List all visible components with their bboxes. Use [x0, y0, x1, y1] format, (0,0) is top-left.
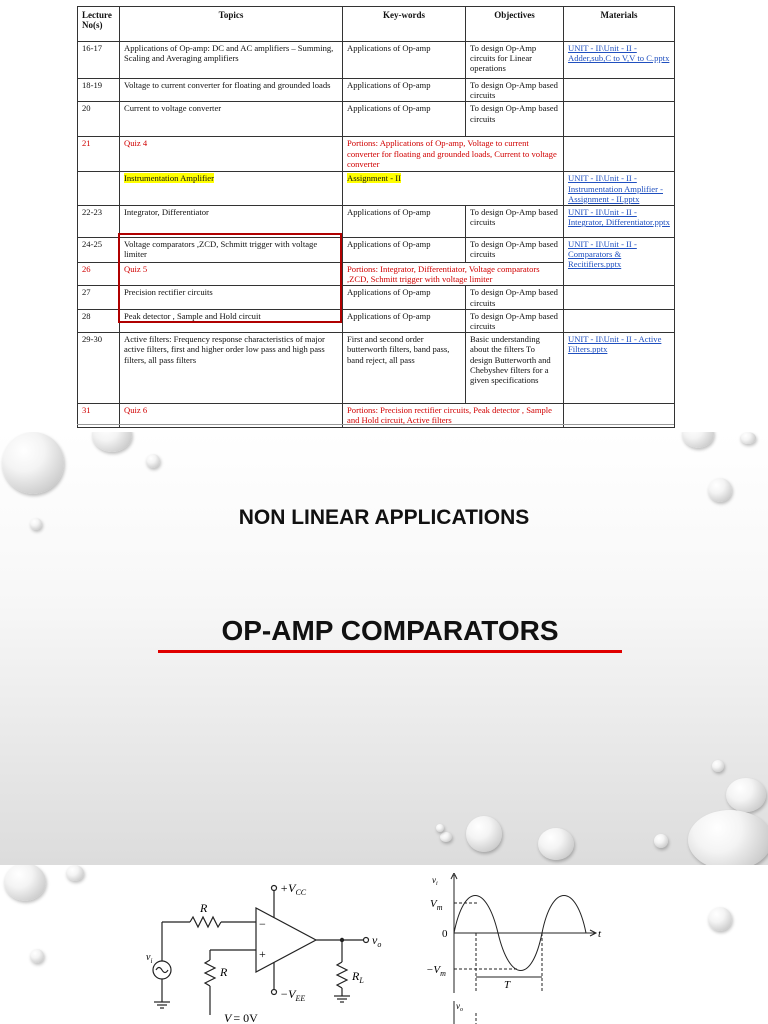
water-drop-decoration — [436, 824, 444, 832]
objective-cell: To design Op-Amp based circuits — [466, 309, 564, 332]
water-drop-decoration — [4, 865, 46, 901]
objective-cell: To design Op-Amp based circuits — [466, 206, 564, 238]
topic-cell: Precision rectifier circuits — [120, 286, 343, 309]
table-row — [78, 42, 675, 79]
svg-text:vi — [432, 875, 438, 887]
keyword-cell: Portions: Integrator, Differentiator, Voltage comparators ,ZCD, Schmitt trigger with voltage limiter — [343, 263, 564, 286]
keyword-cell: Applications of Op-amp — [343, 286, 466, 309]
keyword-cell: Applications of Op-amp — [343, 309, 466, 332]
neg-vm-subscript: m — [440, 969, 446, 978]
neg-vm-label: −V — [426, 964, 441, 976]
section-heading: NON LINEAR APPLICATIONS — [238, 506, 530, 529]
header-keywords: Key-words — [343, 7, 466, 42]
diagram-slide — [0, 865, 768, 1024]
objective-cell: To design Op-Amp based circuits — [466, 238, 564, 263]
table-row — [78, 102, 675, 137]
lecture-number — [78, 172, 120, 206]
keyword-cell: Applications of Op-amp — [343, 102, 466, 137]
lecture-number: 26 — [78, 263, 120, 286]
vee-subscript: EE — [295, 994, 306, 1003]
keyword-cell: First and second order butterworth filters, band pass, band reject, all pass — [343, 333, 466, 404]
keyword-cell: Applications of Op-amp — [343, 79, 466, 102]
comparator-circuit-diagram — [146, 880, 398, 1024]
topic-cell: Applications of Op-amp: DC and AC amplifiers – Summing, Scaling and Averaging amplifiers — [120, 42, 343, 79]
header-lecture: Lecture No(s) — [78, 7, 120, 42]
vm-subscript: m — [436, 903, 443, 912]
water-drop-decoration — [66, 865, 84, 881]
vo-subscript: o — [377, 940, 382, 949]
vee-label: −V — [280, 987, 296, 1001]
vi-axis-label: v — [432, 875, 436, 885]
page-cut-line — [77, 424, 674, 432]
svg-text:V= 0V — [224, 1011, 258, 1024]
lecture-plan-table — [77, 6, 675, 428]
lecture-number: 16-17 — [78, 42, 120, 79]
header-topics: Topics — [120, 7, 343, 42]
material-link[interactable]: UNIT - II\Unit - II - Comparators & Recitifiers.pptx — [568, 239, 637, 270]
page-title: OP-AMP COMPARATORS — [221, 615, 559, 646]
water-drop-decoration — [2, 432, 64, 494]
water-drop-decoration — [440, 832, 452, 842]
material-cell — [564, 286, 675, 309]
r-label: R — [200, 901, 208, 915]
lecture-number: 18-19 — [78, 79, 120, 102]
vcc-subscript: CC — [295, 888, 307, 897]
plus-label: + — [259, 947, 266, 961]
topic-cell: Active filters: Frequency response characteristics of major active filters, first and higher order low pass and high pass filters, all pass filters — [120, 333, 343, 404]
material-link[interactable]: UNIT - II\Unit - II - Active Filters.pptx — [568, 334, 662, 355]
keyword-cell: Portions: Applications of Op-amp, Voltage to current converter for floating and grounded loads, Current to voltage converter — [343, 137, 564, 172]
material-link[interactable]: UNIT - II\Unit - II - Adder,sub,C to V,V to C.pptx — [568, 43, 670, 64]
topic-cell: Integrator, Differentiator — [120, 206, 343, 238]
water-drop-decoration — [654, 834, 668, 848]
keyword-cell: Applications of Op-amp — [343, 238, 466, 263]
vref-value: = 0V — [233, 1011, 258, 1024]
water-drop-decoration — [708, 907, 732, 931]
topic-cell: Current to voltage converter — [120, 102, 343, 137]
t-axis-label: t — [598, 928, 602, 940]
lecture-number: 20 — [78, 102, 120, 137]
lecture-plan-section — [0, 0, 768, 432]
svg-text:vo — [372, 933, 381, 949]
header-materials: Materials — [564, 7, 675, 42]
vo-axis-label: v — [456, 1001, 460, 1011]
topic-cell: Voltage to current converter for floating and grounded loads — [120, 79, 343, 102]
material-link[interactable]: UNIT - II\Unit - II - Integrator, Differentiator.pptx — [568, 207, 670, 228]
vi-axis-subscript: i — [436, 881, 438, 887]
material-cell — [564, 137, 675, 172]
material-cell — [564, 79, 675, 102]
svg-text:+VCC — [280, 881, 307, 897]
keyword-cell: Portions: Precision rectifier circuits, Peak detector , Sample and Hold circuit, Active filters — [343, 404, 564, 427]
lecture-number: 29-30 — [78, 333, 120, 404]
topic-cell: Quiz 5 — [120, 263, 343, 286]
vref-label: V — [224, 1011, 232, 1024]
highlight-box — [118, 233, 342, 323]
objective-cell: To design Op-Amp based circuits — [466, 79, 564, 102]
svg-text:−VEE — [280, 987, 305, 1003]
header-objectives: Objectives — [466, 7, 564, 42]
keyword-cell: Applications of Op-amp — [343, 42, 466, 79]
water-drop-decoration — [466, 816, 502, 852]
water-drop-decoration — [740, 432, 756, 444]
water-drop-decoration — [92, 432, 132, 452]
table-row — [78, 137, 675, 172]
table-row — [78, 172, 675, 206]
rl-subscript: L — [359, 976, 364, 985]
vm-label: V — [430, 898, 437, 910]
water-drop-decoration — [726, 778, 766, 812]
lecture-number: 22-23 — [78, 206, 120, 238]
svg-text:−Vm — [426, 964, 446, 978]
vo-axis-subscript: o — [460, 1007, 463, 1013]
svg-text:Vm — [430, 898, 443, 912]
water-drop-decoration — [712, 760, 724, 772]
keyword-cell: Assignment - II — [347, 173, 401, 184]
svg-text:vi — [146, 952, 152, 965]
input-waveform-diagram — [426, 873, 606, 1024]
objective-cell: To design Op-Amp based circuits — [466, 102, 564, 137]
vi-label: v — [146, 952, 151, 963]
table-row — [78, 79, 675, 102]
zero-label: 0 — [442, 928, 448, 940]
water-drop-decoration — [708, 478, 732, 502]
objective-cell: To design Op-Amp circuits for Linear operations — [466, 42, 564, 79]
vcc-label: +V — [280, 881, 296, 895]
water-drop-decoration — [688, 810, 768, 865]
r-label: R — [220, 965, 228, 979]
period-label: T — [504, 979, 511, 991]
topic-cell: Voltage comparators ,ZCD, Schmitt trigger with voltage limiter — [120, 238, 343, 263]
topic-cell: Peak detector , Sample and Hold circuit — [120, 309, 343, 332]
material-cell — [564, 309, 675, 332]
material-link[interactable]: UNIT - II\Unit - II - Instrumentation Amplifier - Assignment - II.pptx — [568, 173, 663, 204]
vo-label: v — [372, 933, 378, 947]
lecture-number: 31 — [78, 404, 120, 427]
title-underline — [158, 650, 622, 653]
svg-text:RL — [351, 969, 364, 985]
objective-cell: To design Op-Amp based circuits — [466, 286, 564, 309]
vi-subscript: i — [150, 957, 153, 965]
lecture-number: 24-25 — [78, 238, 120, 263]
rl-label: R — [352, 969, 360, 983]
minus-label: − — [259, 917, 266, 931]
water-drop-decoration — [538, 828, 574, 860]
lecture-number: 27 — [78, 286, 120, 309]
water-drop-decoration — [30, 949, 44, 963]
svg-text:vo — [456, 1001, 463, 1013]
water-drop-decoration — [146, 454, 160, 468]
material-cell — [564, 102, 675, 137]
title-slide — [0, 432, 768, 865]
objective-cell: Basic understanding about the filters To design Butterworth and Chebyshev filters for a given specifications — [466, 333, 564, 404]
keyword-cell: Applications of Op-amp — [343, 206, 466, 238]
table-row — [78, 333, 675, 404]
topic-cell: Instrumentation Amplifier — [124, 173, 214, 184]
water-drop-decoration — [682, 432, 714, 448]
lecture-number: 28 — [78, 309, 120, 332]
topic-cell: Quiz 6 — [120, 404, 343, 427]
lecture-number: 21 — [78, 137, 120, 172]
topic-cell: Quiz 4 — [120, 137, 343, 172]
